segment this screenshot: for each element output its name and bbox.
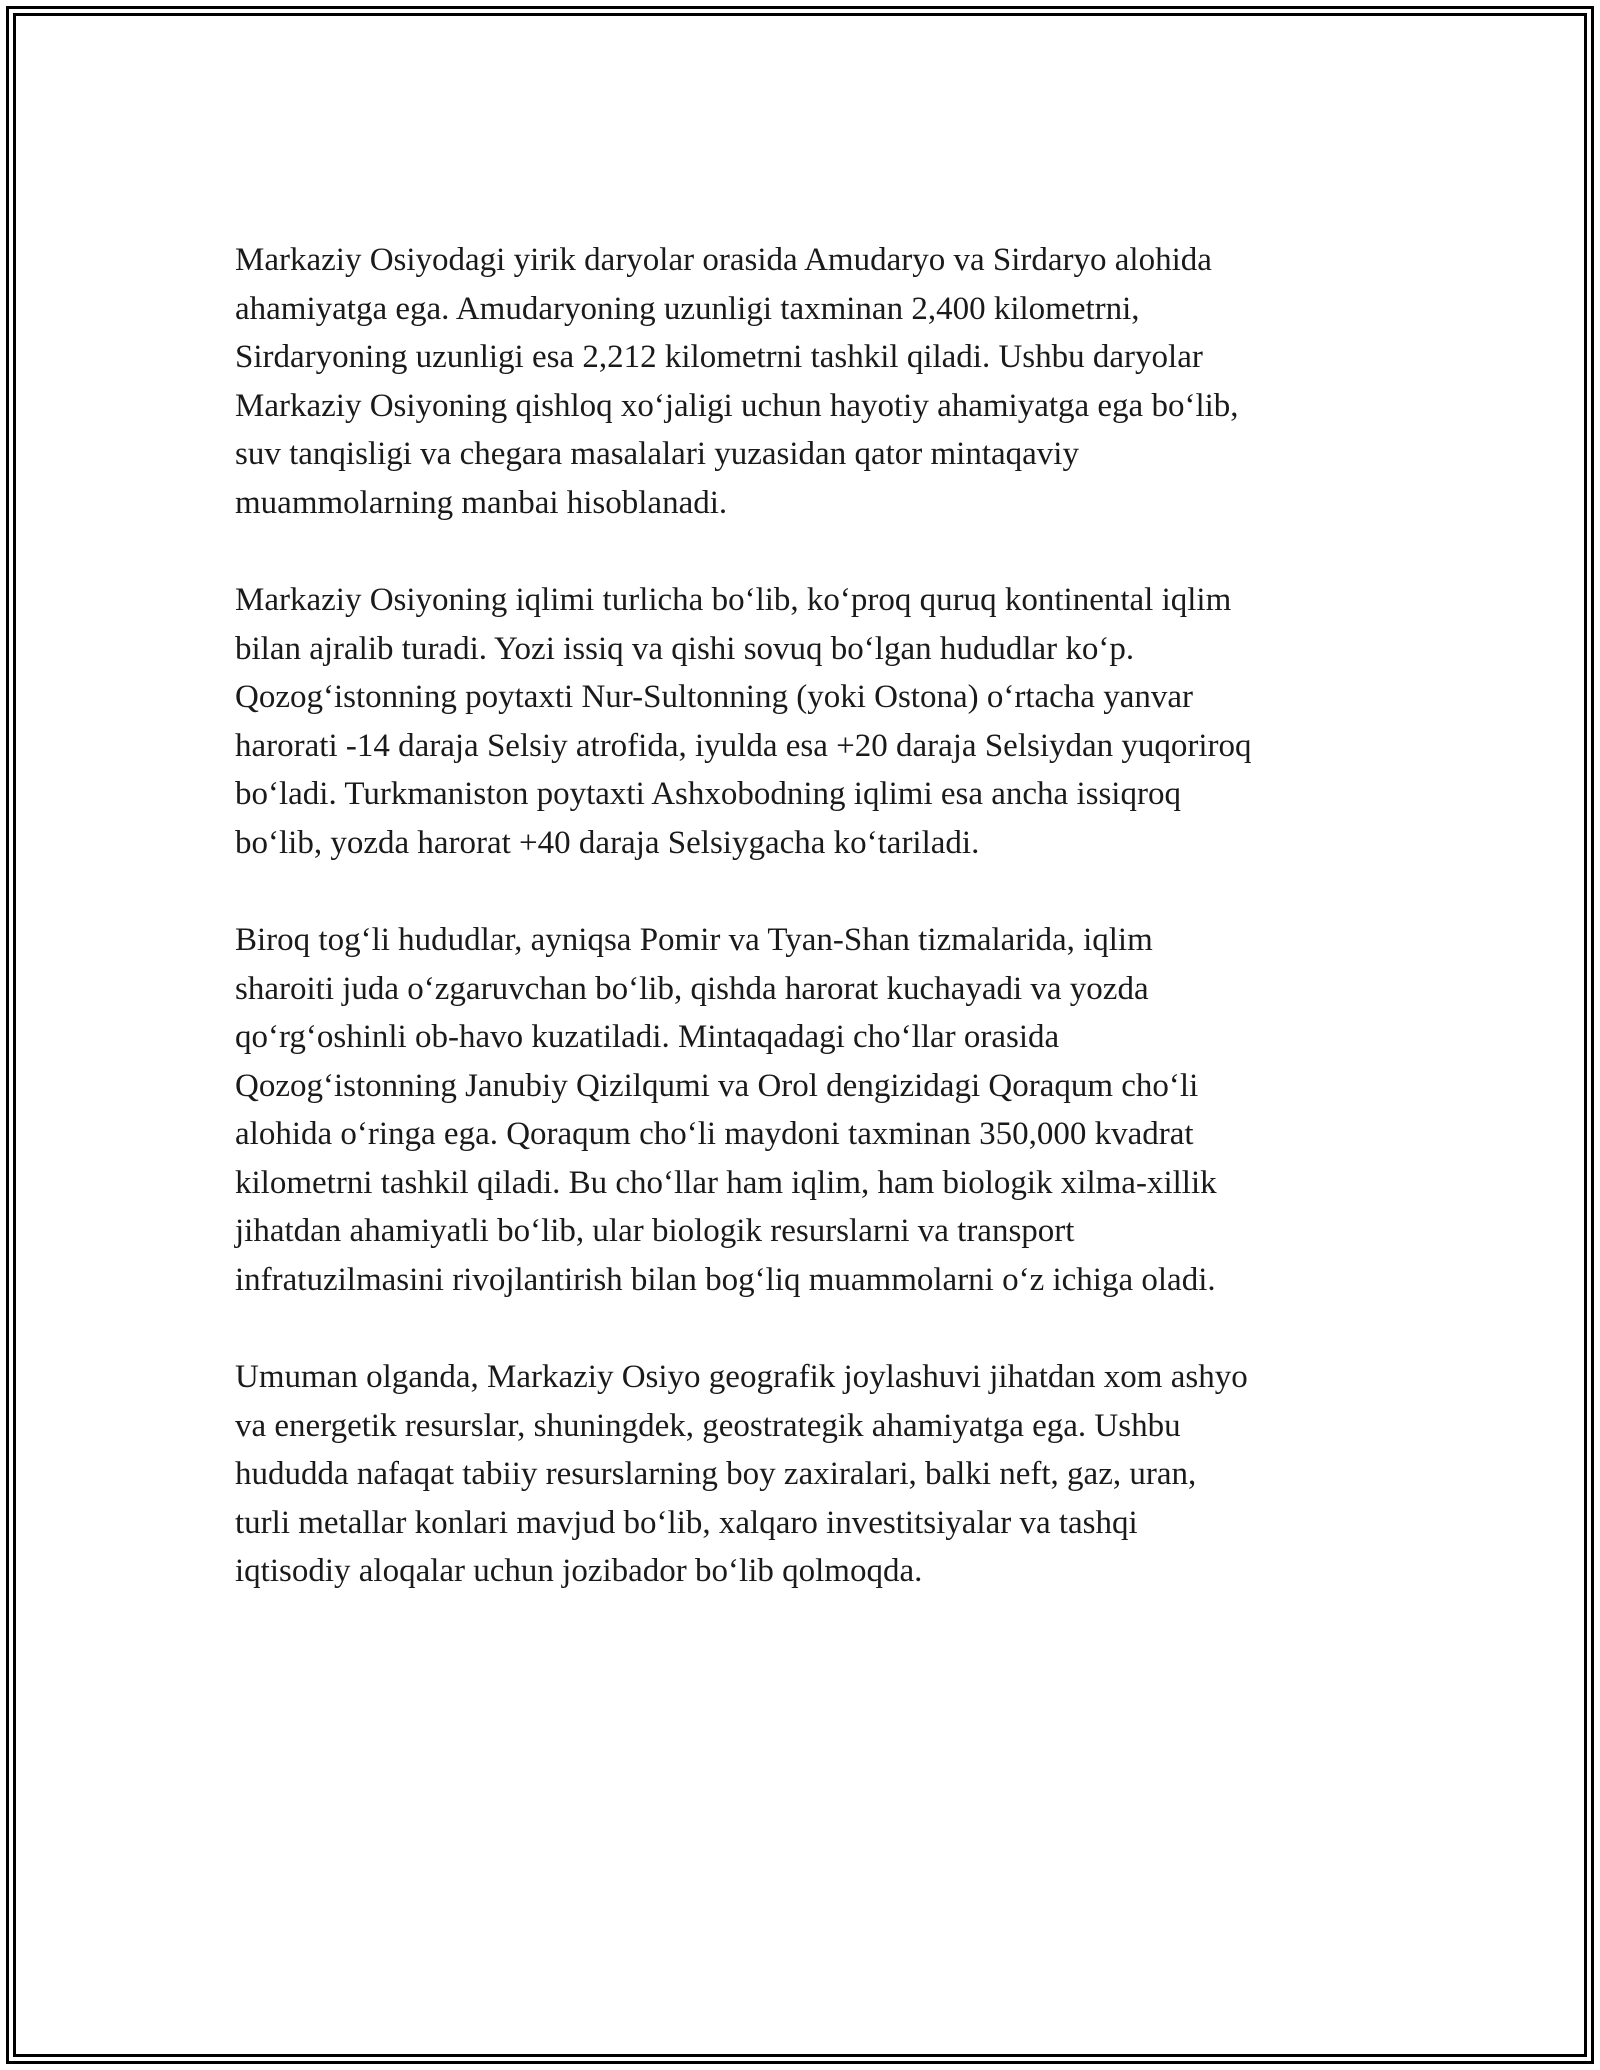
text-line: Umuman olganda, Markaziy Osiyo geografik joylashuvi jihatdan xom ashyo bbox=[235, 1359, 1248, 1395]
text-line: jihatdan ahamiyatli bo‘lib, ular biologik resurslarni va transport bbox=[235, 1213, 1075, 1249]
document-body bbox=[235, 236, 1385, 1645]
text-line: iqtisodiy aloqalar uchun jozibador bo‘lib qolmoqda. bbox=[235, 1553, 923, 1589]
text-line: harorati -14 daraja Selsiy atrofida, iyulda esa +20 daraja Selsiydan yuqoriroq bbox=[235, 727, 1252, 764]
text-line: sharoiti juda o‘zgaruvchan bo‘lib, qishda harorat kuchayadi va yozda bbox=[235, 970, 1149, 1007]
paragraph-mountains-deserts bbox=[235, 916, 1385, 1304]
text-line: bo‘ladi. Turkmaniston poytaxti Ashxobodning iqlimi esa ancha issiqroq bbox=[235, 776, 1181, 812]
text-line: bo‘lib, yozda harorat +40 daraja Selsiygacha ko‘tariladi. bbox=[235, 824, 980, 861]
text-line: kilometrni tashkil qiladi. Bu cho‘llar ham iqlim, ham biologik xilma-xillik bbox=[235, 1164, 1217, 1201]
text-line: muammolarning manbai hisoblanadi. bbox=[235, 484, 728, 521]
text-line: infratuzilmasini rivojlantirish bilan bog‘liq muammolarni o‘z ichiga oladi. bbox=[235, 1261, 1216, 1298]
text-line: Markaziy Osiyodagi yirik daryolar orasida Amudaryo va Sirdaryo alohida bbox=[235, 242, 1212, 278]
paragraph-climate bbox=[235, 576, 1385, 867]
text-line: Qozog‘istonning poytaxti Nur-Sultonning (yoki Ostona) o‘rtacha yanvar bbox=[235, 679, 1193, 715]
text-line: alohida o‘ringa ega. Qoraqum cho‘li maydoni taxminan 350,000 kvadrat bbox=[235, 1116, 1194, 1152]
text-line: hududda nafaqat tabiiy resurslarning boy zaxiralari, balki neft, gaz, uran, bbox=[235, 1456, 1197, 1492]
text-line: qo‘rg‘oshinli ob-havo kuzatiladi. Mintaqadagi cho‘llar orasida bbox=[235, 1019, 1060, 1055]
text-line: bilan ajralib turadi. Yozi issiq va qishi sovuq bo‘lgan hududlar ko‘p. bbox=[235, 630, 1135, 667]
text-line: Markaziy Osiyoning iqlimi turlicha bo‘lib, ko‘proq quruq kontinental iqlim bbox=[235, 582, 1232, 618]
paragraph-rivers bbox=[235, 236, 1385, 527]
text-line: ahamiyatga ega. Amudaryoning uzunligi taxminan 2,400 kilometrni, bbox=[235, 290, 1140, 327]
text-line: va energetik resurslar, shuningdek, geostrategik ahamiyatga ega. Ushbu bbox=[235, 1407, 1181, 1444]
text-line: turli metallar konlari mavjud bo‘lib, xalqaro investitsiyalar va tashqi bbox=[235, 1504, 1138, 1541]
text-line: Sirdaryoning uzunligi esa 2,212 kilometrni tashkil qiladi. Ushbu daryolar bbox=[235, 339, 1203, 375]
text-line: Markaziy Osiyoning qishloq xo‘jaligi uchun hayotiy ahamiyatga ega bo‘lib, bbox=[235, 387, 1239, 424]
text-line: Qozog‘istonning Janubiy Qizilqumi va Orol dengizidagi Qoraqum cho‘li bbox=[235, 1067, 1199, 1104]
paragraph-resources bbox=[235, 1353, 1385, 1596]
text-line: Biroq tog‘li hududlar, ayniqsa Pomir va Tyan-Shan tizmalarida, iqlim bbox=[235, 922, 1153, 958]
text-line: suv tanqisligi va chegara masalalari yuzasidan qator mintaqaviy bbox=[235, 436, 1079, 472]
